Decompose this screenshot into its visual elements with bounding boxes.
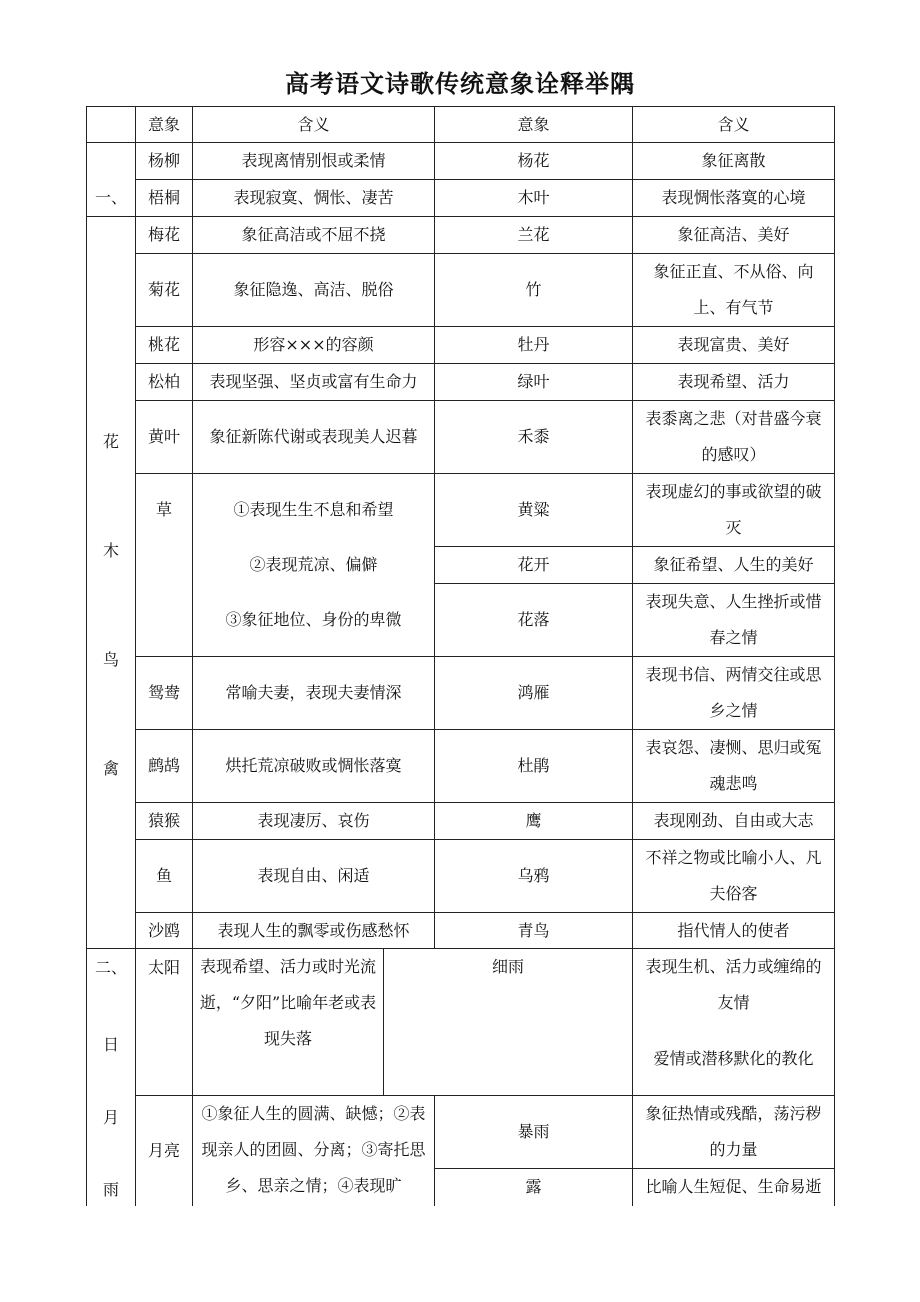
image-cell: 杨花 [517,151,550,170]
meaning-cell: 表现凄厉、哀伤 [257,811,370,830]
header-image-1: 意象 [147,114,180,134]
section-char: 雨 [102,1180,119,1199]
image-cell: 竹 [525,280,542,299]
section-char: 木 [102,541,119,560]
image-cell: 青鸟 [517,920,550,940]
meaning-cell: 表现离情别恨或柔情 [241,151,386,170]
image-cell: 禾黍 [517,427,550,446]
section-char: 鸟 [102,650,119,669]
image-cell: 牡丹 [517,335,550,354]
meaning-cell: 表现富贵、美好 [677,335,790,354]
meaning-cell: 形容×××的容颜 [253,335,374,354]
meaning-cell: 烘托荒凉破败或惆怅落寞 [225,756,402,775]
image-cell: 木叶 [517,188,550,207]
image-cell: 露 [525,1177,542,1196]
section-char: 花 [102,432,119,451]
image-cell: 杜鹃 [517,756,550,775]
table-rule [86,106,87,1206]
image-cell: 花开 [517,555,550,574]
page-title: 高考语文诗歌传统意象诠释举隅 [285,70,635,98]
image-cell: 鹧鸪 [147,756,180,775]
meaning-cell: 表现希望、活力 [677,372,790,391]
header-image-2: 意象 [517,114,550,134]
meaning-cell: 象征隐逸、高洁、脱俗 [233,280,394,299]
image-cell: 黄粱 [517,500,550,519]
section-char: 日 [102,1035,119,1054]
meaning-cell: 象征高洁或不屈不挠 [241,225,386,244]
image-cell: 松柏 [147,372,180,391]
meaning-cell: 爱情或潜移默化的教化 [653,1049,814,1068]
meaning-cell: 表现虚幻的事或欲望的破灭 [645,482,822,537]
meaning-cell: 象征正直、不从俗、向上、有气节 [653,262,814,317]
meaning-cell: 表现书信、两情交往或思乡之情 [645,665,822,720]
image-cell: 菊花 [147,280,180,299]
meaning-cell: 象征热情或残酷，荡污秽的力量 [645,1104,822,1159]
meaning-cell: ①表现生生不息和希望 [233,500,394,519]
image-cell: 鸳鸯 [147,683,180,702]
meaning-cell: 表现坚强、坚贞或富有生命力 [209,372,418,391]
meaning-cell: 表现刚劲、自由或大志 [653,811,814,830]
header-meaning-2: 含义 [717,114,750,134]
meaning-cell: 表现寂寞、惆怅、凄苦 [233,188,394,207]
image-cell: 桃花 [147,335,180,354]
image-cell: 花落 [517,610,550,629]
meaning-cell: 象征离散 [701,151,766,170]
meaning-cell: ③象征地位、身份的卑微 [225,610,402,629]
meaning-cell: ①象征人生的圆满、缺憾；②表现亲人的团圆、分离；③寄托思乡、思亲之情；④表现旷 [201,1104,426,1195]
image-cell: 草 [155,500,172,519]
meaning-cell: 象征高洁、美好 [677,225,790,244]
image-cell: 兰花 [517,225,550,244]
image-cell: 细雨 [491,957,524,976]
section-label: 二、 [94,958,127,977]
meaning-cell: 常喻夫妻，表现夫妻情深 [225,683,402,702]
meaning-cell: 象征新陈代谢或表现美人迟暮 [209,427,418,446]
table-rule [834,106,835,1206]
meaning-cell: 表现失意、人生挫折或惜春之情 [645,592,822,647]
image-cell: 鱼 [155,866,172,885]
image-cell: 梧桐 [147,188,180,207]
meaning-cell: 象征希望、人生的美好 [653,555,814,574]
meaning-cell: ②表现荒凉、偏僻 [249,555,378,574]
header-meaning-1: 含义 [297,114,330,134]
section-char: 月 [102,1108,119,1127]
meaning-cell: 表现希望、活力或时光流逝，“夕阳”比喻年老或表现失落 [199,957,377,1048]
meaning-cell: 表黍离之悲（对昔盛今衰的感叹） [645,409,822,464]
meaning-cell: 指代情人的使者 [677,920,790,940]
image-cell: 太阳 [147,958,180,977]
meaning-cell: 表现惆怅落寞的心境 [661,188,806,207]
section-label: 一、 [94,188,127,207]
image-cell: 绿叶 [517,372,550,391]
meaning-cell: 表现自由、闲适 [257,866,370,885]
image-cell: 鹰 [525,811,542,830]
meaning-cell: 不祥之物或比喻小人、凡夫俗客 [645,848,822,903]
meaning-cell: 表现人生的飘零或伤感愁怀 [217,920,410,940]
image-cell: 鸿雁 [517,683,550,702]
image-cell: 乌鸦 [517,866,550,885]
image-cell: 黄叶 [147,427,180,446]
image-cell: 梅花 [147,225,180,244]
image-cell: 月亮 [147,1141,180,1160]
meaning-cell: 比喻人生短促、生命易逝 [645,1177,822,1196]
section-char: 禽 [102,759,119,778]
image-cell: 杨柳 [147,151,180,170]
meaning-cell: 表哀怨、凄恻、思归或冤魂悲鸣 [645,738,822,793]
meaning-cell: 表现生机、活力或缠绵的友情 [645,957,822,1012]
image-cell: 沙鸥 [147,920,180,940]
image-cell: 猿猴 [147,811,180,830]
image-cell: 暴雨 [517,1122,550,1141]
